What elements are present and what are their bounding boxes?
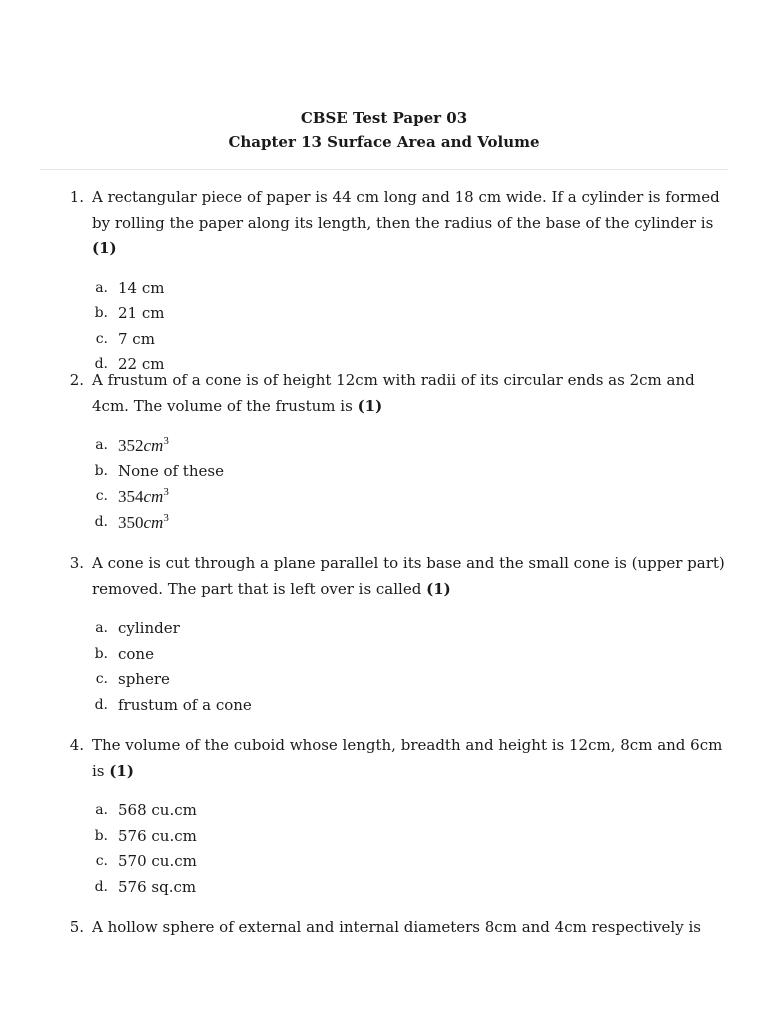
chapter-title: Chapter 13 Surface Area and Volume xyxy=(228,133,540,151)
question-text xyxy=(92,733,726,784)
question-number: 3. xyxy=(69,554,84,572)
question-text xyxy=(92,915,726,941)
question-body: The volume of the cuboid whose length, breadth and height is 12cm, 8cm and 6cm is xyxy=(92,736,723,780)
question-text xyxy=(92,185,726,262)
question-text xyxy=(92,551,726,602)
math-value: 354 xyxy=(118,487,144,506)
option-letter: a. xyxy=(95,620,108,636)
math-value: 350 xyxy=(118,512,144,532)
option-text: 576 cu.cm xyxy=(118,826,197,845)
option-letter: b. xyxy=(94,645,108,662)
option-text: 7 cm xyxy=(118,329,155,348)
math-exponent: 3 xyxy=(163,486,169,498)
option-b xyxy=(92,824,726,850)
question-3 xyxy=(66,551,726,718)
question-5 xyxy=(66,915,726,941)
option-math xyxy=(118,510,169,536)
option-b xyxy=(92,642,726,668)
option-letter: b. xyxy=(94,462,108,479)
question-number: 2. xyxy=(69,371,84,389)
option-letter: c. xyxy=(95,330,108,347)
question-2 xyxy=(66,368,726,535)
math-exponent: 3 xyxy=(163,511,169,524)
option-d xyxy=(92,875,726,901)
option-text: None of these xyxy=(118,461,224,480)
option-text: cylinder xyxy=(118,619,180,637)
paper-header xyxy=(0,106,768,154)
option-a xyxy=(92,798,726,824)
options-list xyxy=(92,798,726,900)
math-value: 352 xyxy=(118,436,144,455)
options-list xyxy=(92,433,726,535)
math-exponent: 3 xyxy=(163,435,169,447)
option-letter: c. xyxy=(95,671,108,687)
question-number: 1. xyxy=(69,188,84,206)
question-1 xyxy=(66,185,726,378)
option-text: sphere xyxy=(118,670,170,688)
option-c xyxy=(92,849,726,875)
question-marks: (1) xyxy=(92,239,117,257)
option-math xyxy=(118,433,169,459)
option-text: 21 cm xyxy=(118,304,165,322)
math-unit: cm xyxy=(143,512,164,532)
option-text: 22 cm xyxy=(118,355,165,373)
option-letter: a. xyxy=(95,279,108,296)
question-marks: (1) xyxy=(357,396,383,415)
option-letter: c. xyxy=(95,853,108,869)
option-letter: d. xyxy=(94,356,108,372)
question-marks: (1) xyxy=(426,579,451,598)
option-letter: a. xyxy=(95,802,108,818)
options-list xyxy=(92,276,726,378)
question-body: A rectangular piece of paper is 44 cm long and 18 cm wide. If a cylinder is formed by rolling the paper along its length, then the radius of the base of the cylinder is xyxy=(92,188,720,232)
header-divider xyxy=(40,169,728,170)
option-b xyxy=(92,301,726,327)
question-marks: (1) xyxy=(109,761,134,780)
option-letter: a. xyxy=(95,437,108,453)
question-text xyxy=(92,368,726,419)
option-letter: d. xyxy=(94,696,108,713)
option-letter: d. xyxy=(94,878,108,895)
option-c xyxy=(92,667,726,693)
math-unit: cm xyxy=(143,487,164,506)
option-d xyxy=(92,510,726,536)
options-list xyxy=(92,616,726,718)
option-a xyxy=(92,276,726,302)
question-number: 4. xyxy=(69,736,84,754)
math-unit: cm xyxy=(143,436,164,455)
option-letter: d. xyxy=(94,513,108,530)
option-text: 568 cu.cm xyxy=(118,801,197,819)
paper-title: CBSE Test Paper 03 xyxy=(300,109,468,127)
option-c xyxy=(92,327,726,353)
option-text: 14 cm xyxy=(118,278,165,297)
question-body: A hollow sphere of external and internal diameters 8cm and 4cm respectively is xyxy=(92,918,701,936)
option-math xyxy=(118,484,169,510)
option-a xyxy=(92,433,726,459)
option-text: 576 sq.cm xyxy=(118,877,197,896)
option-d xyxy=(92,693,726,719)
option-letter: c. xyxy=(95,488,108,504)
option-letter: b. xyxy=(94,827,108,844)
option-b xyxy=(92,459,726,485)
question-body: A frustum of a cone is of height 12cm with radii of its circular ends as 2cm and 4cm. The volume of the frustum is xyxy=(92,371,695,415)
option-text: cone xyxy=(118,644,154,663)
question-number: 5. xyxy=(69,918,84,936)
option-text: 570 cu.cm xyxy=(118,852,197,870)
option-a xyxy=(92,616,726,642)
option-c xyxy=(92,484,726,510)
question-4 xyxy=(66,733,726,900)
option-letter: b. xyxy=(94,305,108,321)
option-text: frustum of a cone xyxy=(118,695,252,714)
question-body: A cone is cut through a plane parallel to its base and the small cone is (upper part) removed. The part that is left over is called xyxy=(92,554,725,598)
